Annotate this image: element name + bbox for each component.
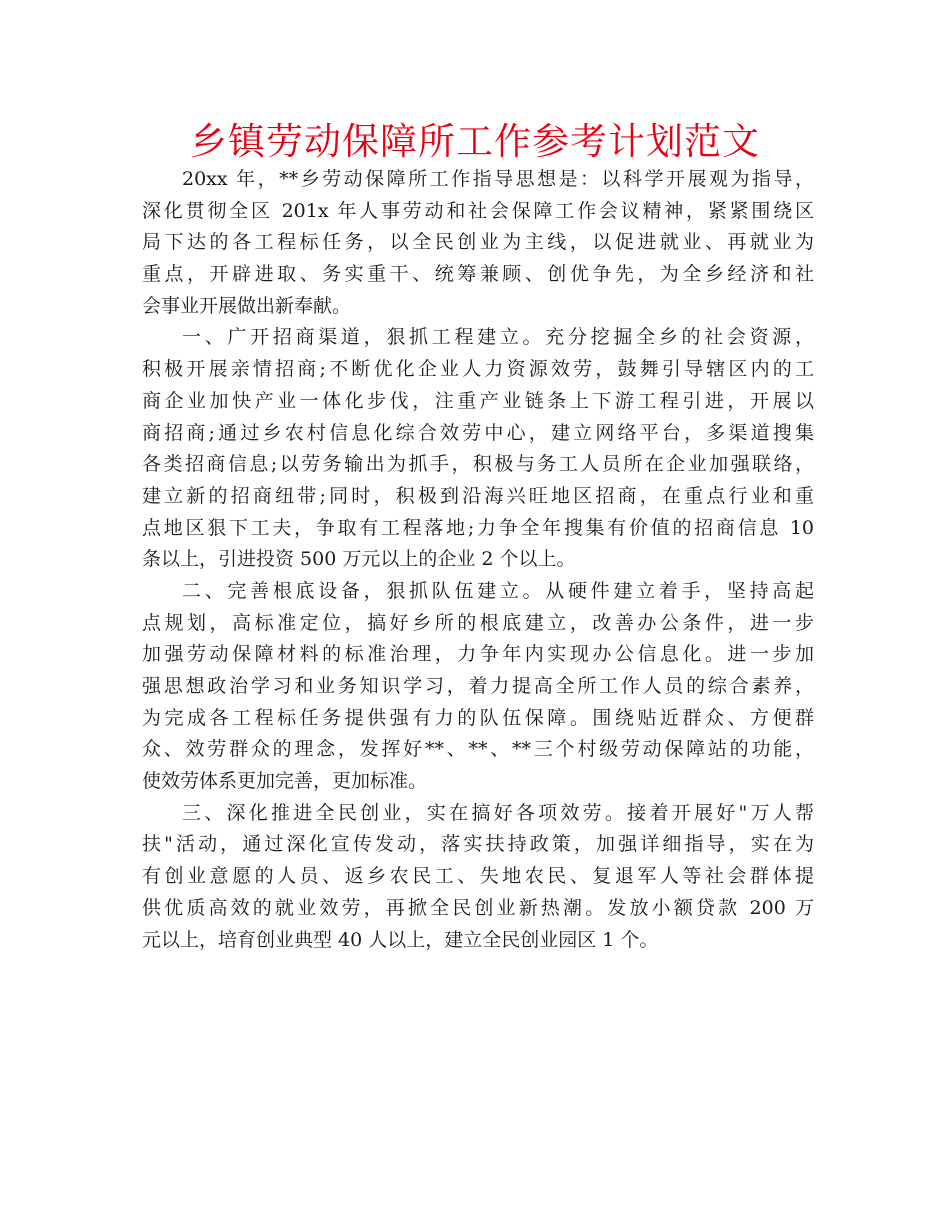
text-line: 强思想政治学习和业务知识学习，着力提高全所工作人员的综合素养， (142, 675, 814, 697)
text-line: 众、效劳群众的理念，发挥好**、**、**三个村级劳动保障站的功能， (142, 738, 814, 761)
text-line: 加强劳动保障材料的标准治理，力争年内实现办公信息化。进一步加 (142, 643, 814, 666)
text-line: 为完成各工程标任务提供强有力的队伍保障。围绕贴近群众、方便群 (142, 706, 814, 729)
text-line: 扶"活动，通过深化宣传发动，落实扶持政策，加强详细指导，实在为 (142, 833, 814, 856)
text-line: 商企业加快产业一体化步伐，注重产业链条上下游工程引进，开展以 (142, 389, 814, 412)
text-line: 供优质高效的就业效劳，再掀全民创业新热潮。发放小额贷款 200 万 (142, 896, 814, 919)
text-line: 一、广开招商渠道，狠抓工程建立。充分挖掘全乡的社会资源， (182, 326, 814, 349)
text-line: 建立新的招商纽带;同时，积极到沿海兴旺地区招商，在重点行业和重 (142, 484, 814, 507)
paragraph (142, 798, 814, 956)
text-line: 重点，开辟进取、务实重干、统筹兼顾、创优争先，为全乡经济和社 (142, 263, 814, 286)
paragraph (142, 164, 814, 322)
text-line: 条以上，引进投资 500 万元以上的企业 2 个以上。 (142, 548, 576, 571)
text-line: 20xx 年，**乡劳动保障所工作指导思想是：以科学开展观为指导， (182, 168, 814, 190)
text-line: 点地区狠下工夫，争取有工程落地;力争全年搜集有价值的招商信息 10 (142, 516, 814, 539)
text-line: 有创业意愿的人员、返乡农民工、失地农民、复退军人等社会群体提 (142, 865, 814, 888)
text-line: 三、深化推进全民创业，实在搞好各项效劳。接着开展好"万人帮 (182, 801, 814, 824)
text-line: 二、完善根底设备，狠抓队伍建立。从硬件建立着手，坚持高起 (182, 579, 814, 602)
text-line: 积极开展亲情招商;不断优化企业人力资源效劳，鼓舞引导辖区内的工 (142, 358, 814, 381)
text-line: 会事业开展做出新奉献。 (142, 294, 352, 317)
document-title: 乡镇劳动保障所工作参考计划范文 (190, 120, 760, 163)
text-line: 局下达的各工程标任务，以全民创业为主线，以促进就业、再就业为 (142, 231, 814, 254)
text-line: 点规划，高标准定位，搞好乡所的根底建立，改善办公条件，进一步 (142, 611, 814, 634)
document-body (142, 164, 814, 956)
paragraph (142, 322, 814, 576)
paragraph (142, 576, 814, 798)
text-line: 各类招商信息;以劳务输出为抓手，积极与务工人员所在企业加强联络， (142, 453, 814, 476)
text-line: 深化贯彻全区 201x 年人事劳动和社会保障工作会议精神，紧紧围绕区 (142, 199, 814, 222)
text-line: 使效劳体系更加完善，更加标准。 (142, 770, 428, 793)
text-line: 元以上，培育创业典型 40 人以上，建立全民创业园区 1 个。 (142, 928, 659, 951)
text-line: 商招商;通过乡农村信息化综合效劳中心，建立网络平台，多渠道搜集 (142, 421, 814, 444)
